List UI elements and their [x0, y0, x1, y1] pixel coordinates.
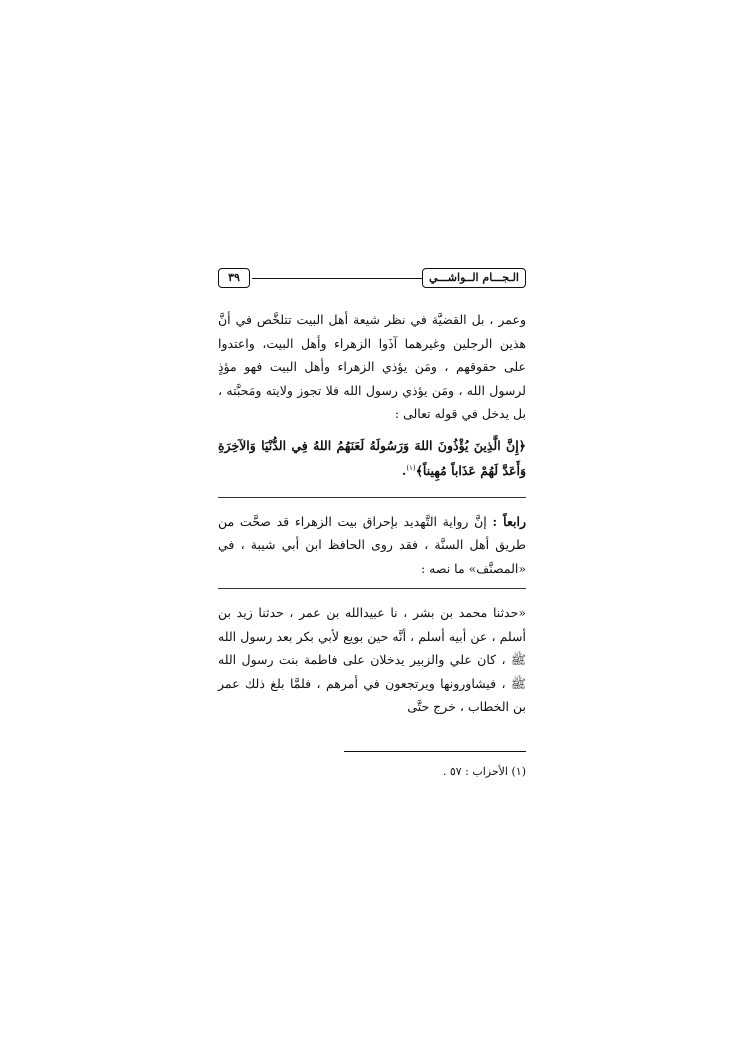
footnote: (١) الأحزاب : ٥٧ . — [442, 765, 526, 778]
quran-verse-block — [218, 434, 526, 483]
footnote-reference: (١) — [406, 464, 416, 472]
section-divider — [218, 497, 526, 498]
paragraph-2-lead: رابعاً : — [492, 513, 526, 529]
paragraph-2 — [218, 510, 526, 581]
section-divider-2 — [218, 588, 526, 589]
footnote-rule — [344, 751, 526, 752]
paragraph-1: وعمر ، بل القضيَّة في نظر شيعة أهل البيت تتلخَّص في أنَّ هذين الرجلين وغيرهما آذَوا الزهراء وأهل البيت، واعتدوا على حقوقهم ، ومَن يؤذي الزهراء وأهل البيت فهو مؤذٍ لرسول الله ، ومَن يؤذي رسول الله فلا تجوز ولايته ومَحبَّته ، بل يدخل في قوله تعالى : — [218, 312, 526, 421]
paragraph-2-text: إنَّ رواية التَّهديد بإحراق بيت الزهراء قد صحَّت من طريق أهل السنَّة ، فقد روى الحافظ ابن أبي شيبة ، في «المصنَّف» ما نصه : — [218, 513, 526, 576]
quran-verse-end: . — [402, 463, 407, 479]
running-title: الـجـــام الــواشـــي — [422, 268, 526, 288]
book-page — [218, 268, 526, 798]
header-rule — [252, 278, 422, 279]
paragraph-3: «حدثنا محمد بن بشر ، نا عبيدالله بن عمر ، حدثنا زيد بن أسلم ، عن أبيه أسلم ، أنَّه حين بويع لأبي بكر بعد رسول الله ﷺ ، كان علي والزبير يدخلان على فاطمة بنت رسول الله ﷺ ، فيشاورونها ويرتجعون في أمرهم ، فلمَّا بلغ ذلك عمر بن الخطاب ، خرج حتَّى — [218, 605, 526, 715]
page-header — [218, 268, 526, 290]
page-number: ٣٩ — [218, 268, 250, 288]
quran-verse: ﴿إِنَّ الَّذِينَ يُؤْذُونَ اللهَ وَرَسُولَهُ لَعَنَهُمُ اللهُ فِي الدُّنْيَا وَالآخِرَةِ وَأَعَدَّ لَهُمْ عَذَاباً مُهِيناً﴾ — [218, 437, 526, 479]
